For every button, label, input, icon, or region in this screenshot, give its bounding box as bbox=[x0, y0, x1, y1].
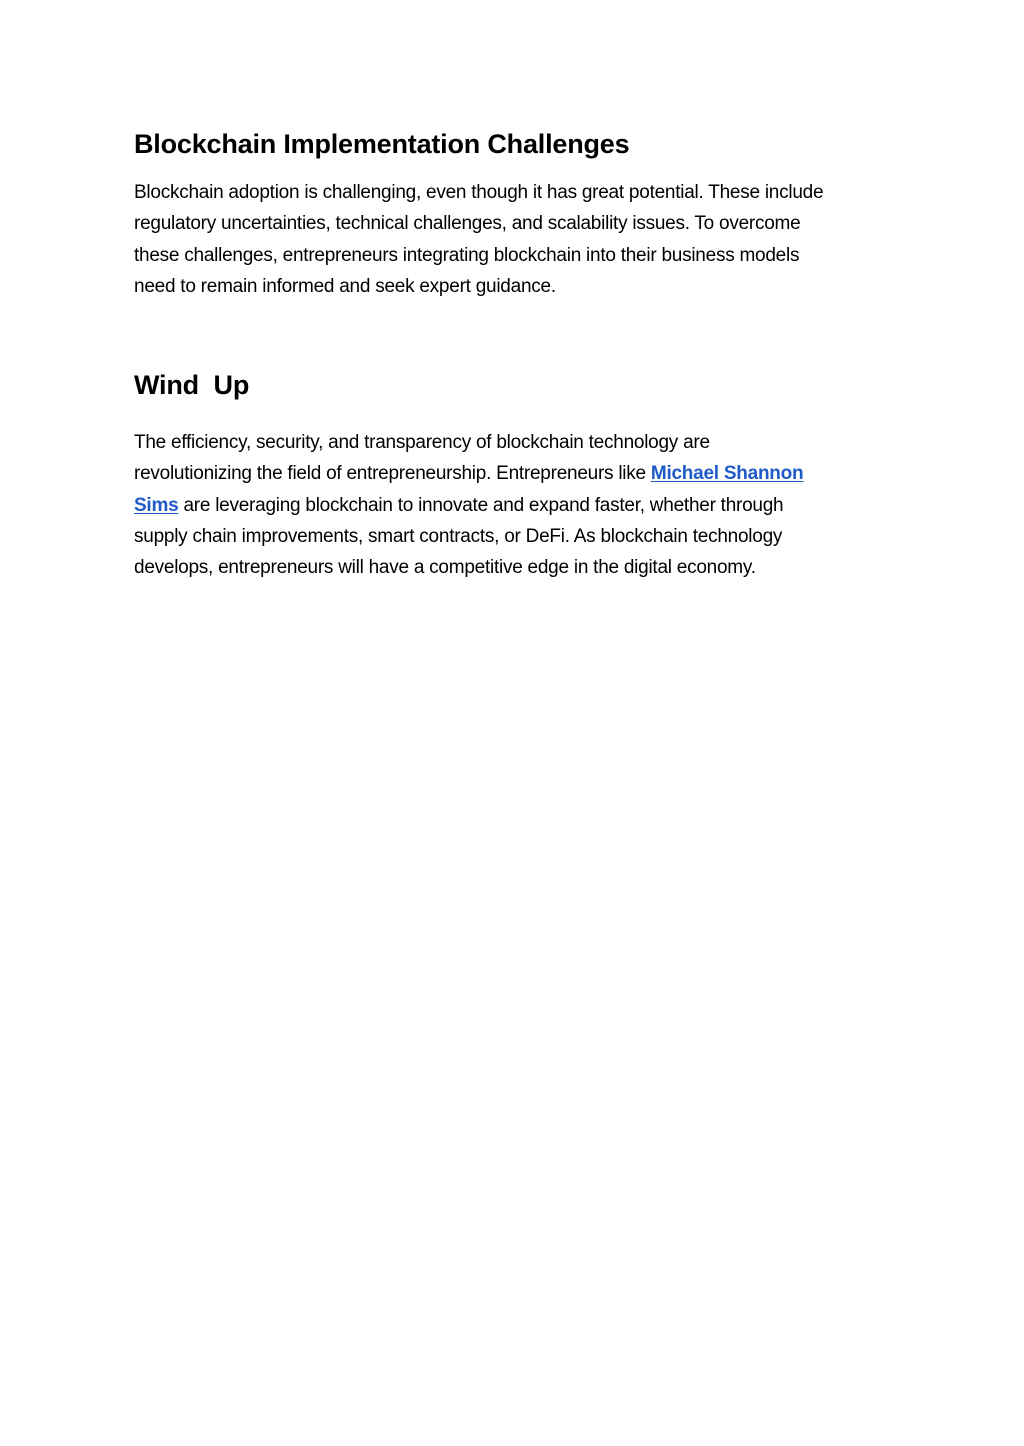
paragraph-line: Blockchain adoption is challenging, even though it has great potential. These include bbox=[134, 182, 824, 203]
paragraph-line: regulatory uncertainties, technical challenges, and scalability issues. To overcome bbox=[134, 213, 801, 235]
heading-implementation-challenges: Blockchain Implementation Challenges bbox=[134, 129, 630, 159]
line-text: are leveraging blockchain to innovate and expand faster, whether through bbox=[178, 494, 784, 516]
line-text: revolutionizing the field of entrepreneurship. Entrepreneurs like bbox=[134, 463, 651, 485]
section-wind-up bbox=[134, 369, 904, 583]
paragraph-line: these challenges, entrepreneurs integrating blockchain into their business models bbox=[134, 244, 800, 266]
paragraph-line: develops, entrepreneurs will have a competitive edge in the digital economy. bbox=[134, 557, 756, 579]
heading-wind-up: Wind Up bbox=[134, 370, 250, 400]
section-implementation-challenges bbox=[134, 128, 904, 302]
michael-shannon-sims-link-continued[interactable]: Sims bbox=[134, 494, 179, 516]
paragraph-line: The efficiency, security, and transparency of blockchain technology are bbox=[134, 432, 710, 453]
paragraph-line bbox=[134, 490, 904, 521]
michael-shannon-sims-link[interactable]: Michael Shannon bbox=[650, 463, 804, 485]
paragraph-line: need to remain informed and seek expert guidance. bbox=[134, 275, 556, 297]
paragraph-line: supply chain improvements, smart contracts, or DeFi. As blockchain technology bbox=[134, 525, 783, 547]
paragraph-line bbox=[134, 458, 904, 489]
paragraph-wind-up bbox=[134, 427, 904, 583]
paragraph-implementation-challenges bbox=[134, 177, 904, 302]
